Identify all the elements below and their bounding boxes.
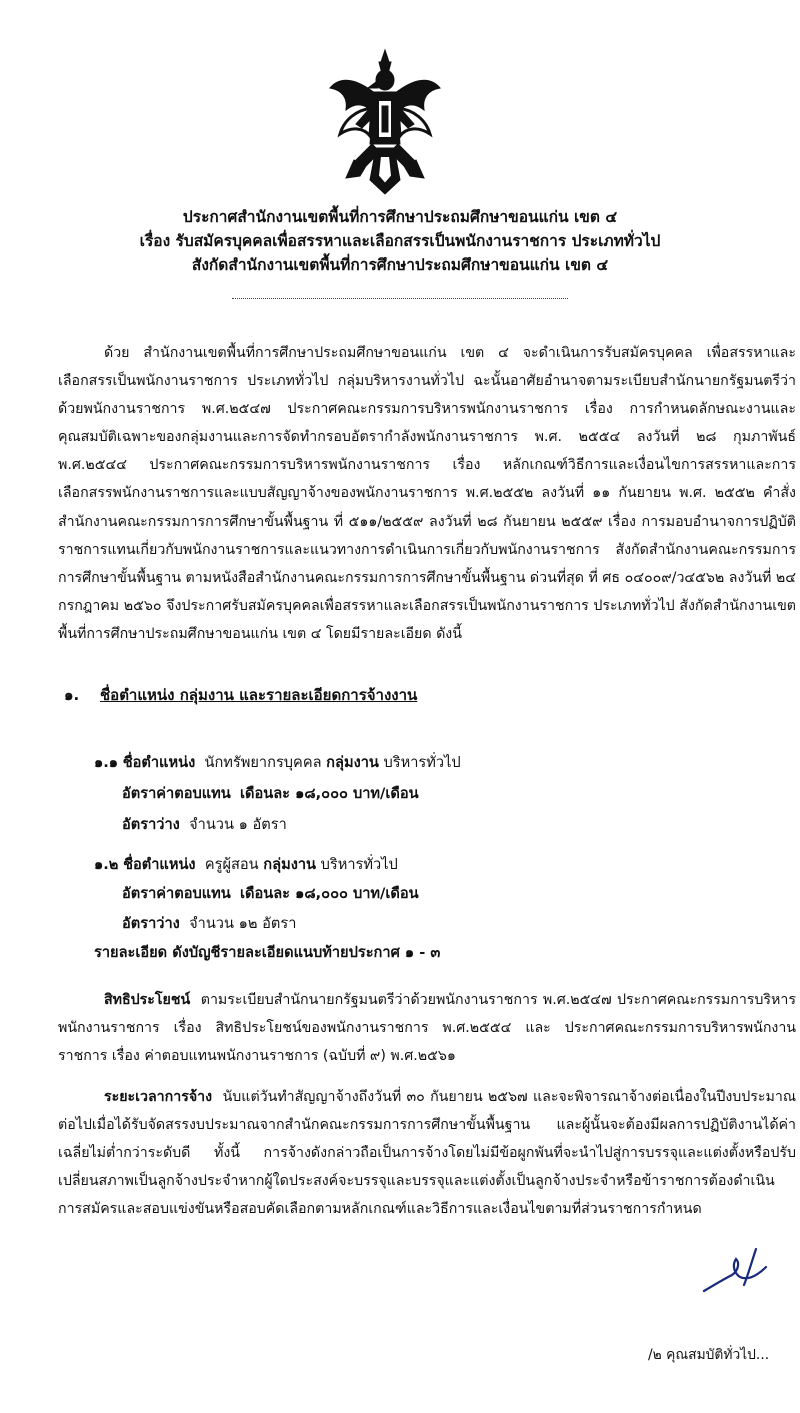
- position-title: ครูผู้สอน: [204, 856, 259, 873]
- vacancy-label: อัตราว่าง: [122, 816, 180, 833]
- pay-value: เดือนละ ๑๘,๐๐๐ บาท/เดือน: [240, 885, 419, 902]
- section-number: ๑.: [64, 686, 80, 704]
- title-label: ชื่อตำแหน่ง: [123, 856, 196, 873]
- position-group: บริหารทั่วไป: [320, 856, 398, 873]
- position-2-pay-row: [122, 884, 419, 904]
- pay-label: อัตราค่าตอบแทน: [122, 785, 231, 802]
- employment-period-paragraph: [58, 1083, 796, 1223]
- vacancy-value: จำนวน ๑ อัตรา: [189, 816, 287, 833]
- intro-paragraph: [58, 339, 796, 648]
- details-note: [94, 943, 440, 963]
- document-title: [100, 205, 700, 277]
- title-line: สังกัดสำนักงานเขตพื้นที่การศึกษาประถมศึกษาขอนแก่น เขต ๔: [191, 256, 609, 274]
- vacancy-label: อัตราว่าง: [122, 915, 180, 932]
- benefits-text: ตามระเบียบสำนักนายกรัฐมนตรีว่าด้วยพนักงานราชการ พ.ศ.๒๕๔๗ ประกาศคณะกรรมการบริหารพนักงานราชการ เรื่อง สิทธิประโยชน์ของพนักงานราชการ พ.ศ.๒๕๕๔ และ ประกาศคณะกรรมการบริหารพนักงานราชการ เรื่อง ค่าตอบแทนพนักงานราชการ (ฉบับที่ ๙) พ.ศ.๒๕๖๑: [58, 992, 796, 1065]
- title-label: ชื่อตำแหน่ง: [122, 754, 196, 771]
- employment-period-label: ระยะเวลาการจ้าง: [104, 1089, 213, 1105]
- position-1-vacancy-row: [122, 815, 287, 835]
- position-group: บริหารทั่วไป: [383, 754, 461, 771]
- position-1-title-row: [94, 753, 461, 773]
- benefits-paragraph: [58, 986, 796, 1070]
- position-number: ๑.๒: [94, 856, 119, 873]
- pay-value: เดือนละ ๑๘,๐๐๐ บาท/เดือน: [240, 785, 419, 802]
- group-label: กลุ่มงาน: [263, 856, 316, 873]
- employment-period-text: นับแต่วันทำสัญญาจ้างถึงวันที่ ๓๐ กันยายน ๒๕๖๗ และจะพิจารณาจ้างต่อเนื่องในปีงบประมาณต่อไปเมื่อได้รับจัดสรรงบประมาณจากสำนักคณะกรรมการการศึกษาขั้นพื้นฐาน และผู้นั้นจะต้องมีผลการปฏิบัติงานได้ค่าเฉลี่ยไม่ต่ำกว่าระดับดี ทั้งนี้ การจ้างดังกล่าวถือเป็นการจ้างโดยไม่มีข้อผูกพันที่จะนำไปสู่การบรรจุและแต่งตั้งหรือปรับเปลี่ยนสภาพเป็นลูกจ้างประจำหากผู้ใดประสงค์จะบรรจุและบรรจุและแต่งตั้งเป็นลูกจ้างประจำหรือข้าราชการต้องดำเนินการสมัครและสอบแข่งขันหรือสอบคัดเลือกตามหลักเกณฑ์และวิธีการและเงื่อนไขตามที่ส่วนราชการกำหนด: [58, 1089, 796, 1218]
- details-note-text: รายละเอียด ดังบัญชีรายละเอียดแนบท้ายประกาศ ๑ - ๓: [94, 944, 441, 961]
- position-2-vacancy-row: [122, 914, 296, 934]
- position-2-title-row: [94, 855, 398, 875]
- intro-text: ด้วย สำนักงานเขตพื้นที่การศึกษาประถมศึกษาขอนแก่น เขต ๔ จะดำเนินการรับสมัครบุคคล เพื่อสรรหาและเลือกสรรเป็นพนักงานราชการ ประเภททั่วไป กลุ่มบริหารงานทั่วไป ฉะนั้นอาศัยอำนาจตามระเบียบสำนักนายกรัฐมนตรีว่าด้วยพนักงานราชการ พ.ศ.๒๕๔๗ ประกาศคณะกรรมการบริหารพนักงานราชการ เรื่อง การกำหนดลักษณะงานและคุณสมบัติเฉพาะของกลุ่มงานและการจัดทำกรอบอัตรากำลังพนักงานราชการ พ.ศ. ๒๕๕๔ ลงวันที่ ๒๘ กุมภาพันธ์ พ.ศ.๒๕๔๔ ประกาศคณะกรรมการบริหารพนักงานราชการ เรื่อง หลักเกณฑ์วิธีการและเงื่อนไขการสรรหาและการเลือกสรรพนักงานราชการและแบบสัญญาจ้างของพนักงานราชการ พ.ศ.๒๕๕๒ ลงวันที่ ๑๑ กันยายน พ.ศ. ๒๕๕๒ คำสั่งสำนักงานคณะกรรมการการศึกษาขั้นพื้นฐาน ที่ ๕๑๑/๒๕๕๙ ลงวันที่ ๒๘ กันยายน ๒๕๕๙ เรื่อง การมอบอำนาจการปฏิบัติราชการแทนเกี่ยวกับพนักงานราชการและแนวทางการดำเนินการเกี่ยวกับพนักงานราชการ สังกัดสำนักงานคณะกรรมการการศึกษาขั้นพื้นฐาน ตามหนังสือสำนักงานคณะกรรมการการศึกษาขั้นพื้นฐาน ด่วนที่สุด ที่ ศธ ๐๔๐๐๙/ว๔๕๖๒ ลงวันที่ ๒๔ กรกฎาคม ๒๕๖๐ จึงประกาศรับสมัครบุคคลเพื่อสรรหาและเลือกสรรเป็นพนักงานราชการ ประเภททั่วไป สังกัดสำนักงานเขตพื้นที่การศึกษาประถมศึกษาขอนแก่น เขต ๔ โดยมีรายละเอียด ดังนี้: [58, 345, 796, 642]
- position-number: ๑.๑: [94, 754, 119, 771]
- garuda-emblem-icon: [326, 48, 444, 198]
- group-label: กลุ่มงาน: [326, 754, 379, 771]
- position-1-pay-row: [122, 784, 419, 804]
- next-page-footer: /๒ คุณสมบัติทั่วไป...: [648, 1347, 770, 1363]
- title-line: เรื่อง รับสมัครบุคคลเพื่อสรรหาและเลือกสรรเป็นพนักงานราชการ ประเภททั่วไป: [139, 232, 661, 250]
- signature-icon: [700, 1245, 772, 1297]
- vacancy-value: จำนวน ๑๒ อัตรา: [189, 915, 297, 932]
- section-1-heading: [64, 683, 417, 707]
- pay-label: อัตราค่าตอบแทน: [122, 885, 231, 902]
- benefits-label: สิทธิประโยชน์: [104, 992, 191, 1008]
- title-line: ประกาศสำนักงานเขตพื้นที่การศึกษาประถมศึกษาขอนแก่น เขต ๔: [182, 208, 618, 226]
- section-heading-text: ชื่อตำแหน่ง กลุ่มงาน และรายละเอียดการจ้างงาน: [100, 686, 418, 704]
- dotted-divider: [232, 298, 568, 299]
- position-title: นักทรัพยากรบุคคล: [204, 754, 322, 771]
